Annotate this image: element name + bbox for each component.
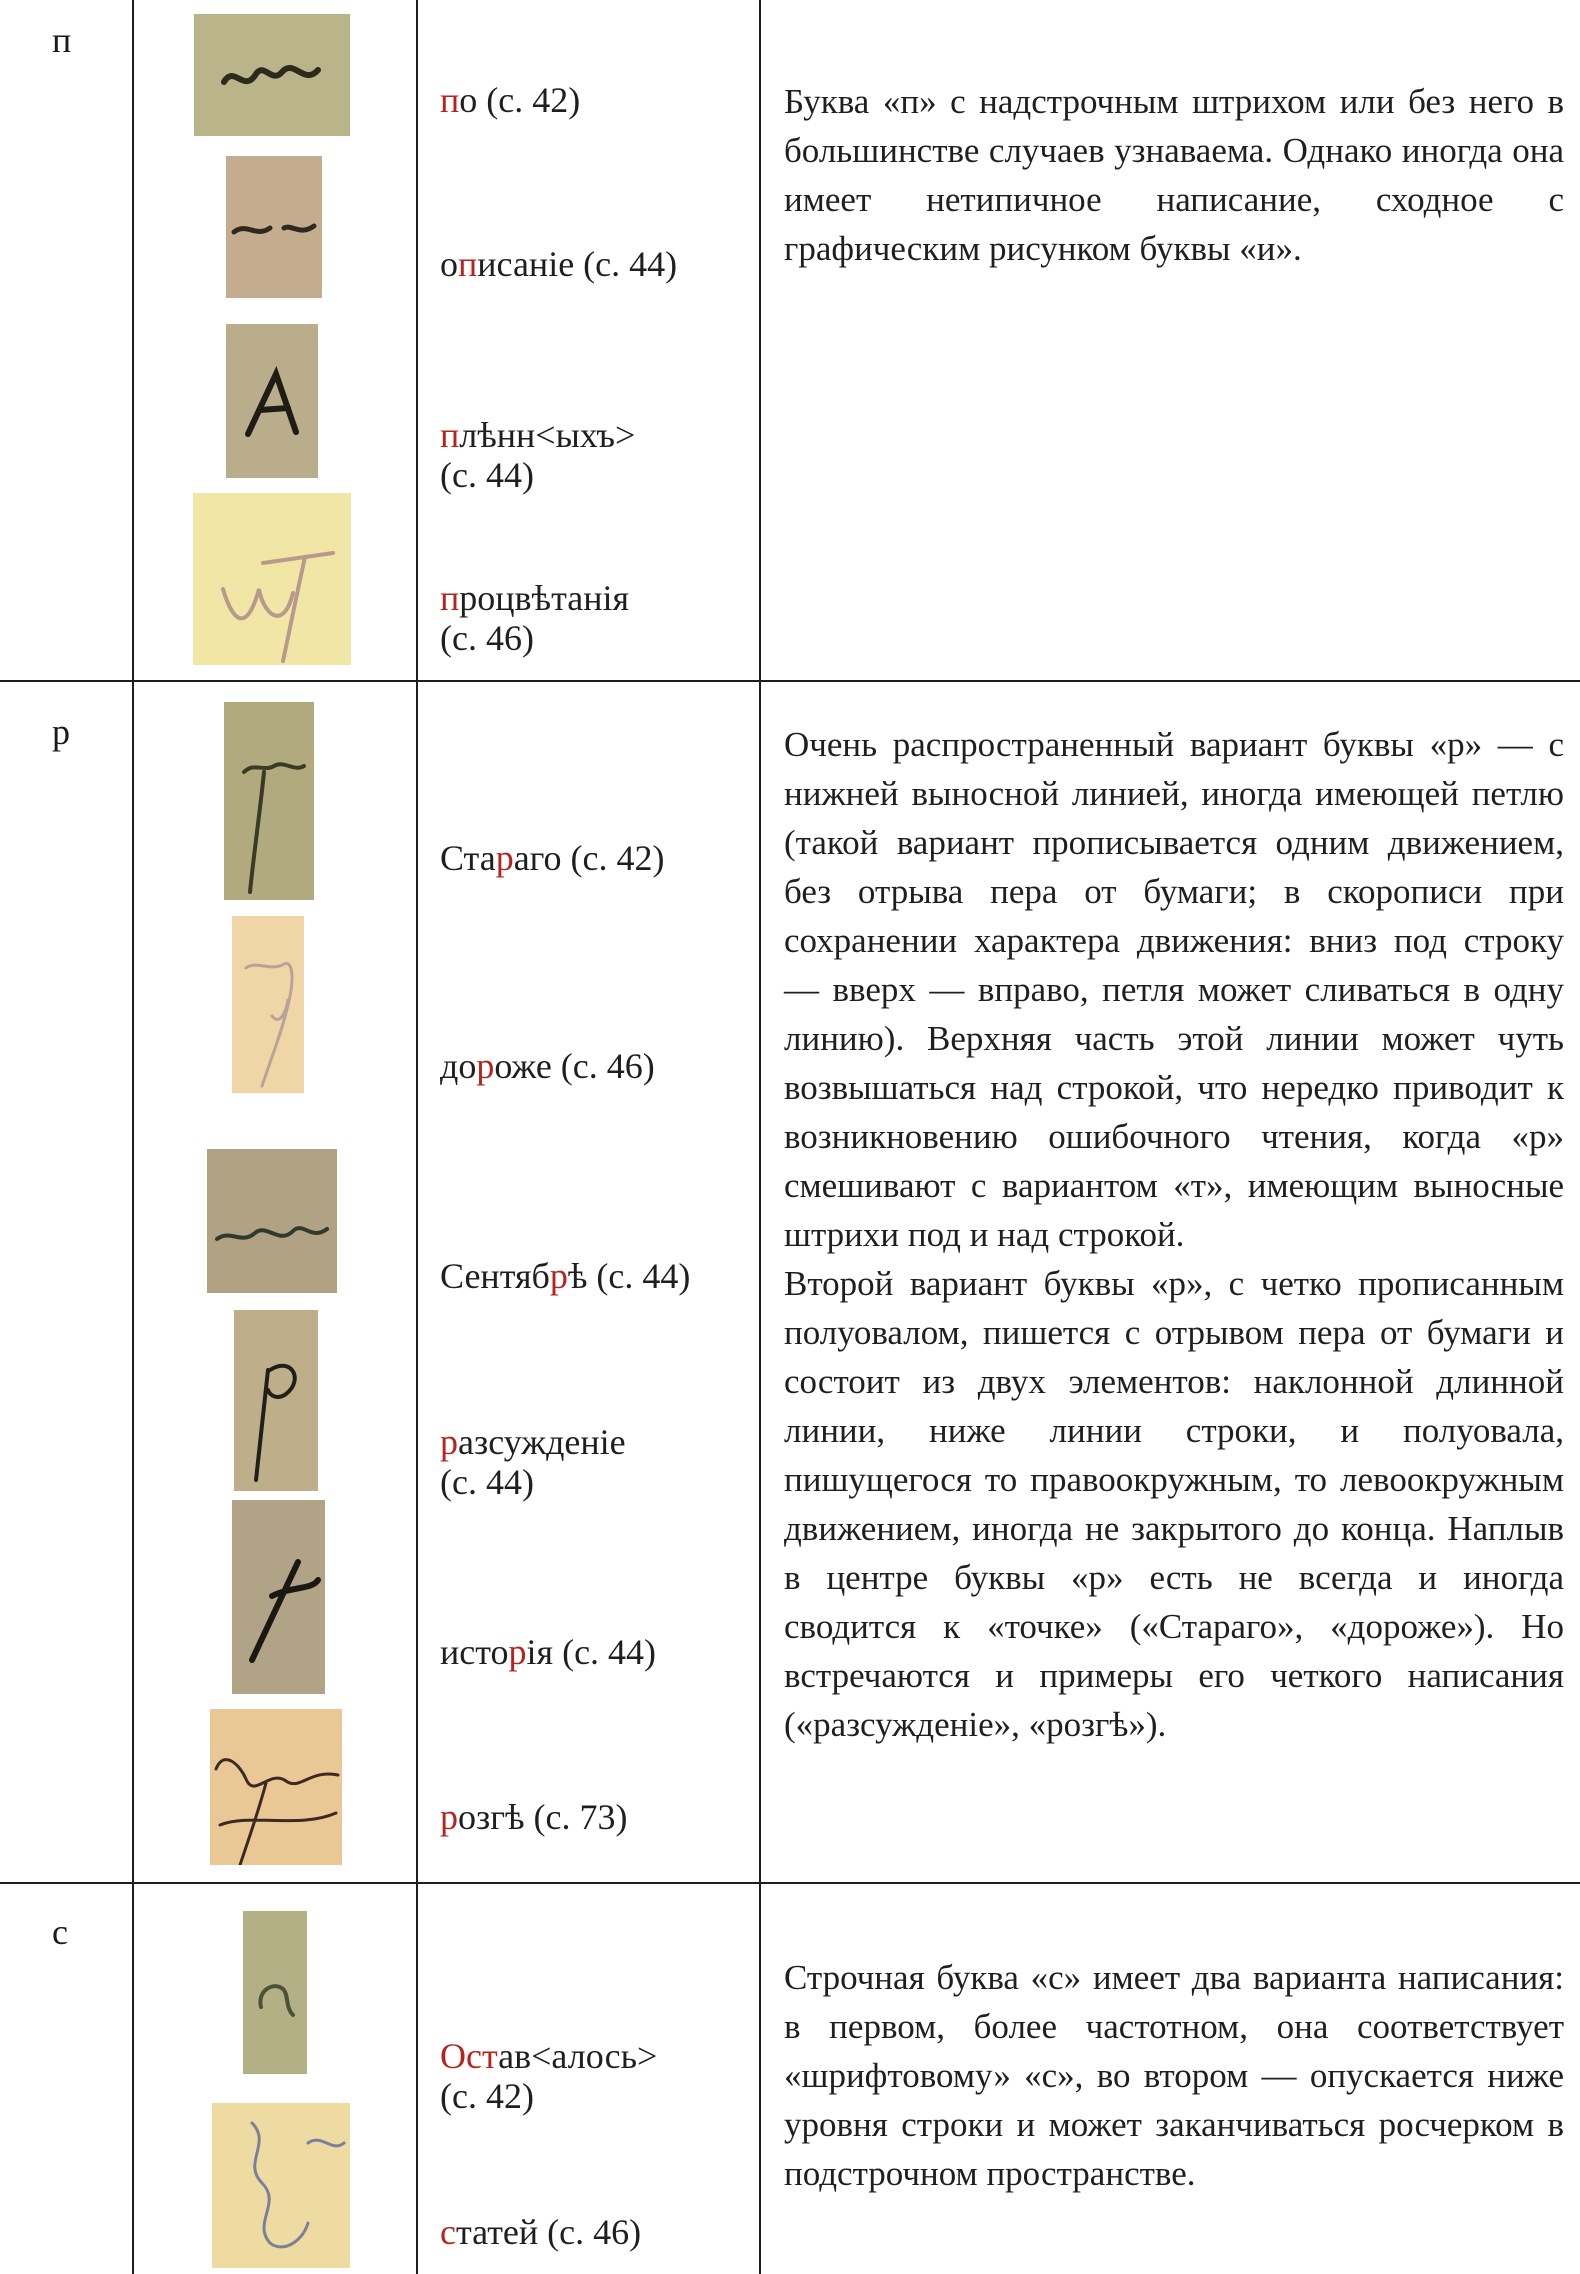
handwriting-sample-image — [212, 2103, 350, 2268]
letter-description: Буква «п» с надстрочным штрихом или без него в большинстве случаев узнаваема. Однако иногда она имеет нетипичное написание, сходное с графическим рисунком буквы «и». — [784, 82, 1564, 268]
letter-cell: р — [52, 712, 70, 752]
handwriting-sample-image — [226, 324, 318, 478]
handwriting-sample-image — [232, 1500, 325, 1694]
example-word: процвѣтанія (с. 46) — [440, 578, 630, 658]
row-rule — [0, 1882, 1580, 1884]
example-word: Сентябрѣ (с. 44) — [440, 1256, 691, 1296]
example-word: описаніе (с. 44) — [440, 244, 678, 284]
example-word: разсужденіе (с. 44) — [440, 1422, 626, 1502]
example-word: Остав<алось> (с. 42) — [440, 2036, 658, 2116]
handwriting-sample-image — [207, 1149, 337, 1293]
handwriting-sample-image — [224, 702, 314, 900]
example-word: Стараго (с. 42) — [440, 838, 665, 878]
letter-description: Строчная буква «с» имеет два варианта написания: в первом, более частотном, она соответствует «шрифтовому» «с», во втором — опускается ниже уровня строки и может заканчиваться росчерком в подстрочном пространстве. — [784, 1958, 1564, 2193]
handwriting-sample-image — [210, 1709, 342, 1865]
letter-cell: п — [52, 20, 72, 60]
row-rule — [0, 680, 1580, 682]
column-rule-right — [759, 0, 761, 2274]
column-rule-middle — [416, 0, 418, 2274]
handwriting-sample-image — [243, 1911, 307, 2074]
handwriting-sample-image — [193, 493, 351, 665]
example-word: по (с. 42) — [440, 80, 581, 120]
example-word: розгѣ (с. 73) — [440, 1797, 628, 1837]
letter-description: Очень распространенный вариант буквы «р» — с нижней выносной линией, иногда имеющей петлю (такой вариант прописывается одним движением, без отрыва пера от бумаги; в скорописи при сохранении характера движения: вниз под строку — вверх — вправо, петля может сливаться в одну линию). Верхняя часть этой линии может чуть возвышаться над строкой, что нередко приводит к возникновению ошибочного чтения, когда «р» смешивают с вариантом «т», имеющим выносные штрихи под и над строкой. Второй вариант буквы «р», с четко прописанным полуовалом, пишется с отрывом пера от бумаги и состоит из двух элементов: наклонной длинной линии, ниже линии строки, и полуовала, пишущегося то правоокружным, то левоокружным движением, иногда не закрытого до конца. Наплыв в центре буквы «р» есть не всегда и иногда сводится к «точке» («Стараго», «дороже»). Но встречаются и примеры его четкого написания («разсужденіе», «розгѣ»). — [784, 725, 1564, 1744]
example-word: статей (с. 46) — [440, 2212, 642, 2252]
column-rule-left — [132, 0, 134, 2274]
handwriting-sample-image — [234, 1310, 318, 1491]
handwriting-sample-image — [226, 156, 322, 298]
example-word: плѣнн<ыхъ> (с. 44) — [440, 415, 636, 495]
example-word: исторія (с. 44) — [440, 1632, 657, 1672]
example-word: дороже (с. 46) — [440, 1046, 655, 1086]
handwriting-sample-image — [232, 916, 304, 1093]
letter-cell: с — [52, 1912, 68, 1952]
handwriting-sample-image — [194, 14, 350, 136]
